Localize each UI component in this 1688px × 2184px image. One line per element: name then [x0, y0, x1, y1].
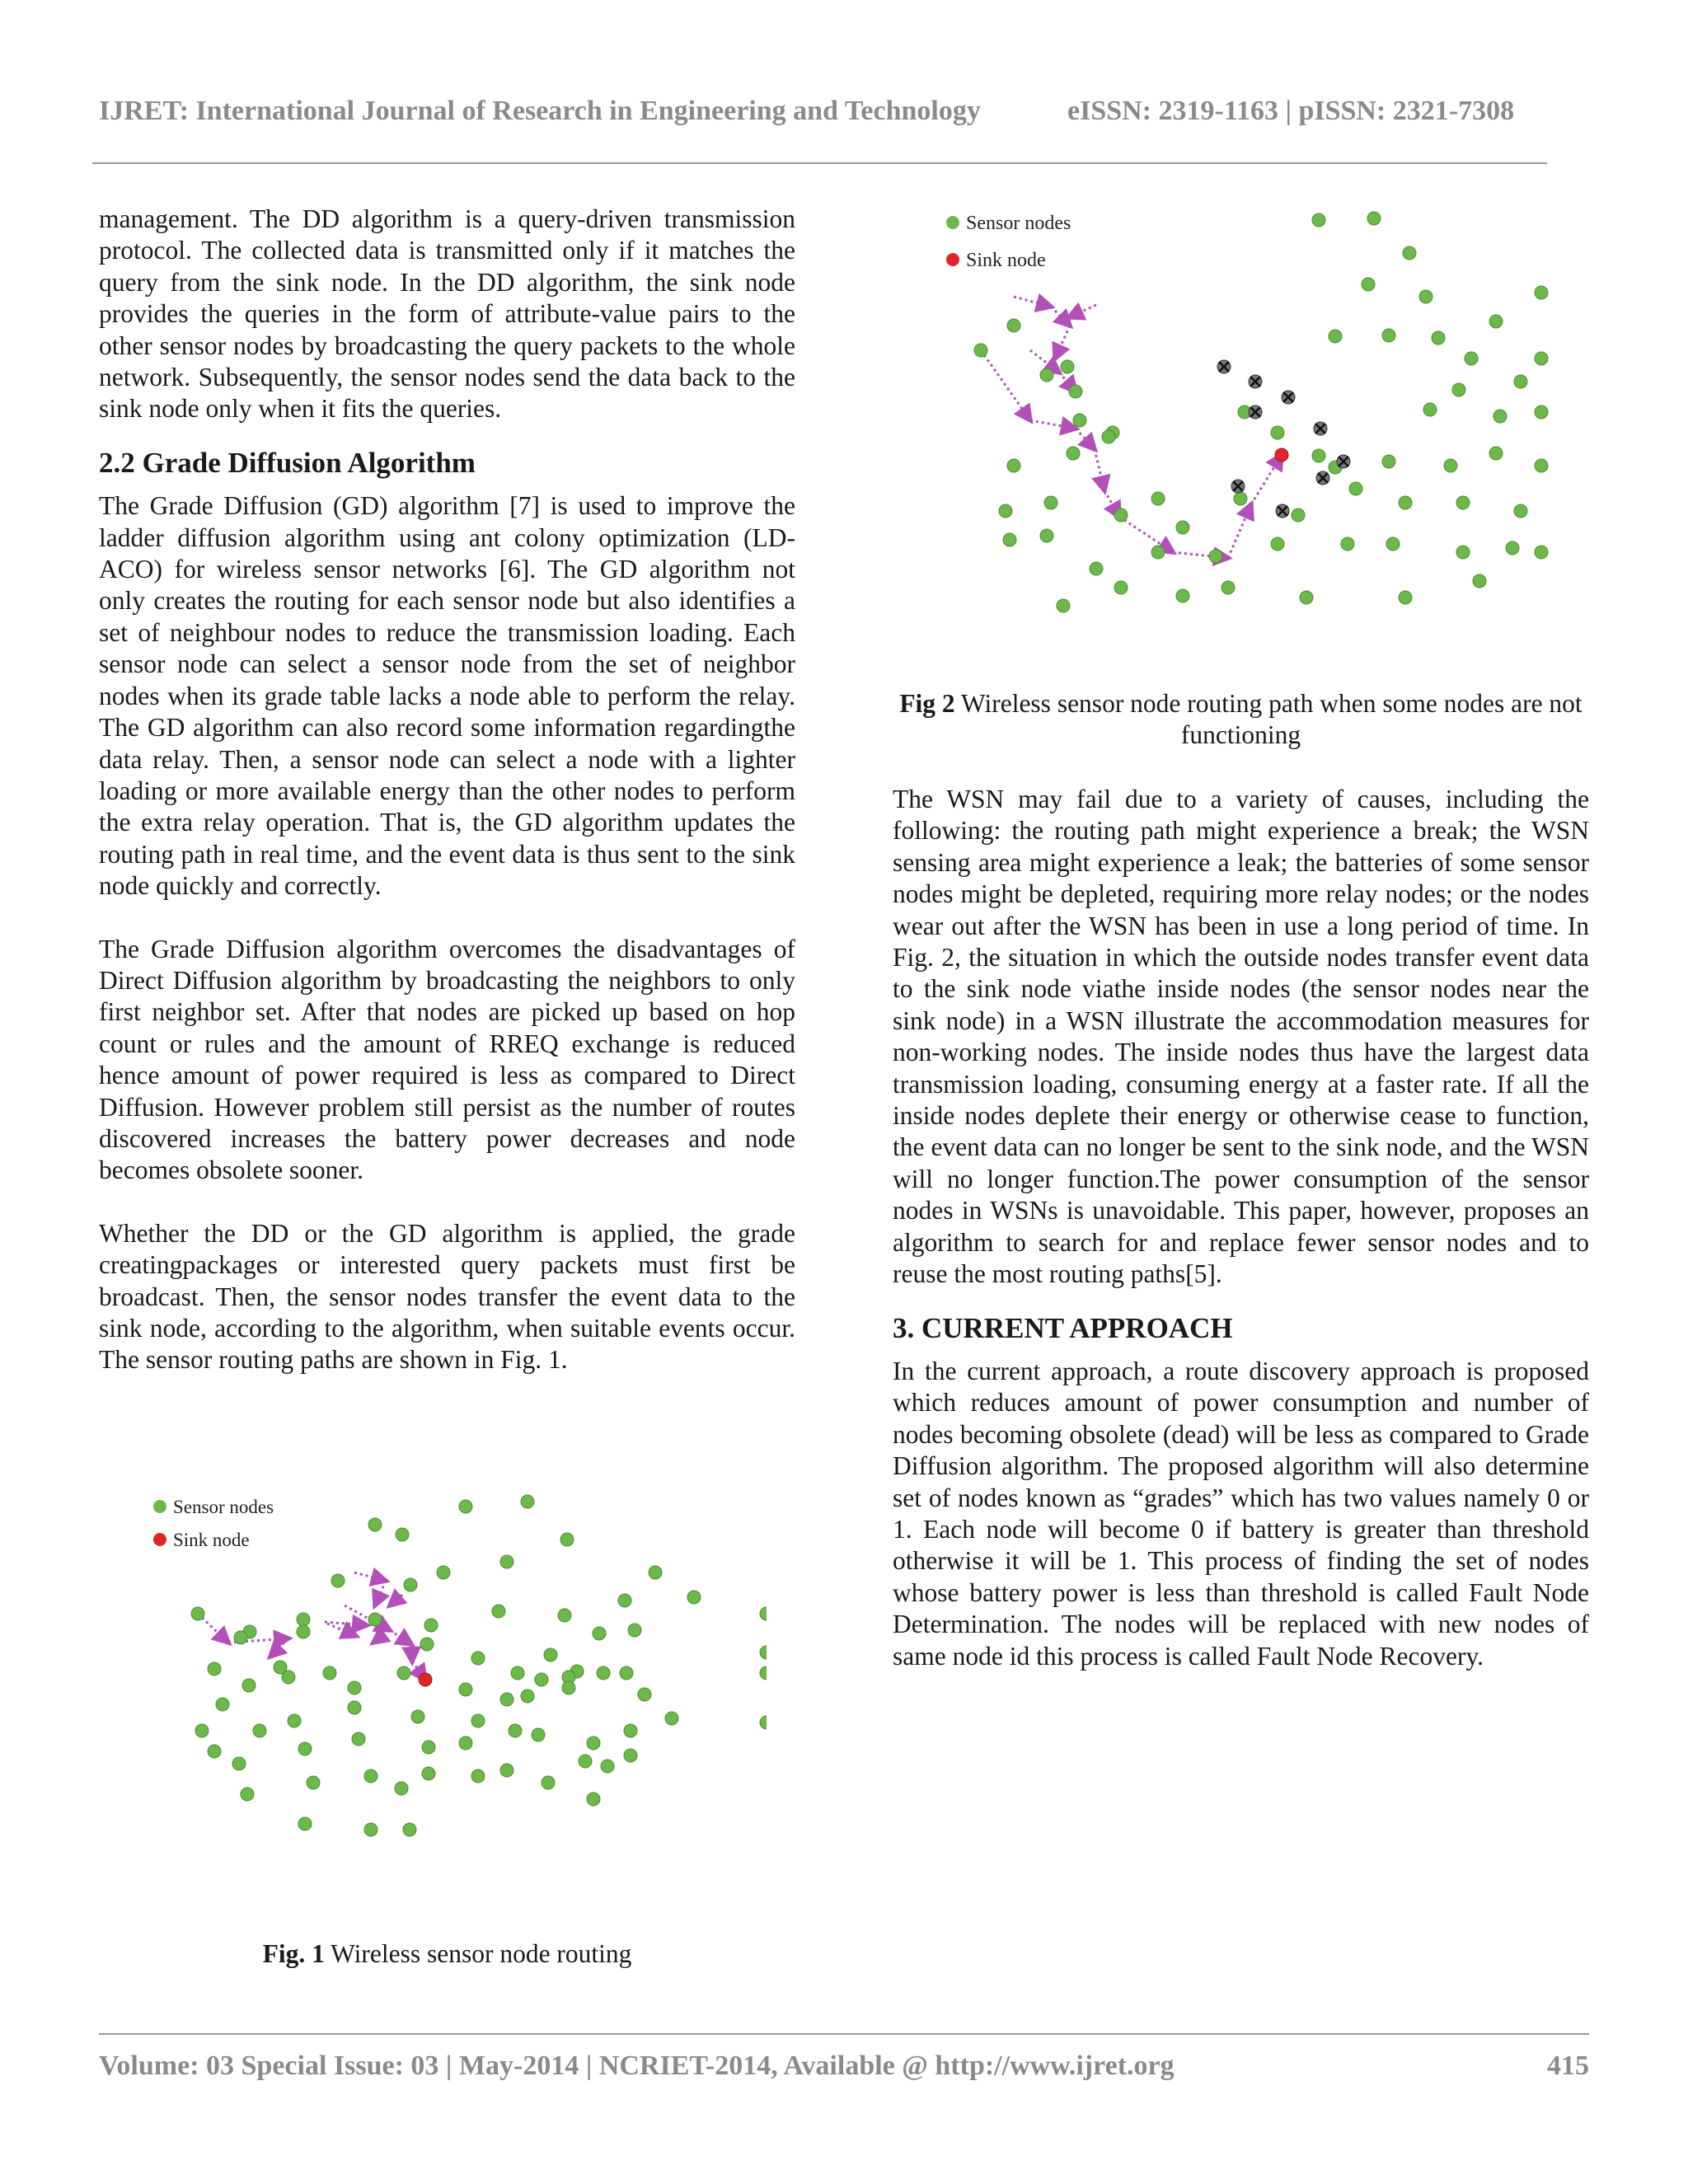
sensor-node — [618, 1594, 631, 1607]
sensor-node — [1349, 482, 1362, 495]
failed-node — [1276, 504, 1289, 518]
sensor-node — [638, 1688, 651, 1701]
routing-arrow — [1051, 307, 1070, 326]
sensor-node — [191, 1607, 204, 1620]
sensor-node — [509, 1724, 522, 1737]
sensor-node — [560, 1533, 574, 1546]
sensor-node — [234, 1631, 247, 1644]
sensor-node — [665, 1712, 678, 1725]
sensor-node — [1473, 574, 1486, 588]
sensor-node — [232, 1757, 246, 1770]
paragraph: The Grade Diffusion (GD) algorithm [7] is used to improve the ladder diffusion algorithm using ant colony optimization (LD-ACO) for wireless sensor networks [6]. The GD algorithm not only creates the routing for each sensor node but also identifies a set of neighbour nodes to reduce the transmission loading. Each sensor node can select a sensor node from the set of neighbor nodes when its grade table lacks a node able to perform the relay. The GD algorithm can also record some information regardingthe data relay. Then, a sensor node can select a node with a lighter loading or more available energy than the other nodes to perform the extra relay operation. That is, the GD algorithm updates the routing path in real time, and the event data is thus sent to the sink node quickly and correctly. — [99, 491, 795, 901]
sensor-node — [492, 1605, 505, 1618]
routing-arrow — [1095, 449, 1104, 490]
sensor-node — [242, 1679, 256, 1692]
routing-arrow — [981, 350, 1030, 420]
sensor-node — [1456, 496, 1470, 509]
sensor-node — [587, 1736, 600, 1750]
sensor-node — [1292, 509, 1305, 522]
sensor-node — [1514, 504, 1527, 518]
sensor-node — [999, 504, 1012, 518]
sensor-node — [459, 1683, 472, 1696]
sensor-node — [282, 1671, 295, 1684]
routing-arrow — [354, 1572, 386, 1581]
footer-volume: Volume: 03 Special Issue: 03 | May-2014 | NCRIET-2014, Available @ http://www.ijret.org — [99, 2050, 1175, 2081]
sensor-node — [1403, 246, 1416, 260]
sensor-node — [364, 1823, 377, 1836]
routing-arrow — [1251, 455, 1282, 504]
routing-arrow — [390, 1595, 402, 1605]
sensor-node — [1007, 459, 1020, 472]
figure-1 — [140, 1483, 767, 1933]
figure-2-caption-text: Wireless sensor node routing path when some nodes are not functioning — [961, 689, 1582, 750]
sensor-node — [1535, 405, 1548, 419]
figure-1-plot — [140, 1483, 767, 1929]
sensor-node — [500, 1764, 513, 1777]
sensor-node — [500, 1693, 513, 1706]
sensor-node — [1176, 521, 1189, 534]
sensor-nodes — [191, 1495, 767, 1836]
sensor-node — [624, 1724, 637, 1737]
routing-arrow — [270, 1638, 288, 1657]
sensor-node — [411, 1710, 424, 1723]
sensor-node — [297, 1625, 310, 1638]
legend-sensor-marker — [153, 1500, 166, 1513]
sensor-node — [1069, 385, 1082, 398]
routing-arrow — [373, 1630, 390, 1643]
routing-arrow — [345, 1605, 390, 1630]
figure-2-label: Fig 2 — [899, 689, 955, 718]
routing-arrows — [981, 297, 1282, 558]
sensor-node — [1300, 591, 1313, 604]
sensor-node — [558, 1609, 571, 1622]
sensor-node — [1489, 315, 1503, 328]
sensor-node — [307, 1776, 320, 1789]
sink-node — [419, 1673, 432, 1686]
figure-2 — [931, 202, 1558, 676]
paragraph: Whether the DD or the GD algorithm is applied, the grade creatingpackages or interested query packets must first be broadcast. Then, the sensor nodes transfer the event data to the sink node, according to the algorithm, when suitable events occur. The sensor routing paths are shown in Fig. 1. — [99, 1218, 795, 1375]
routing-arrow — [325, 1622, 367, 1625]
sensor-node — [1271, 537, 1284, 551]
sensor-node — [1151, 492, 1165, 505]
sensor-node — [422, 1767, 435, 1780]
sensor-node — [1423, 403, 1437, 416]
sensor-node — [352, 1732, 365, 1746]
sensor-node — [687, 1591, 701, 1604]
sensor-node — [395, 1782, 408, 1795]
sensor-node — [241, 1788, 254, 1801]
header-rule — [92, 162, 1547, 164]
sensor-node — [1456, 546, 1470, 559]
sensor-node — [1367, 212, 1381, 225]
section-heading: 3. CURRENT APPROACH — [893, 1311, 1233, 1344]
sensor-node — [459, 1500, 472, 1513]
paragraph: In the current approach, a route discovery approach is proposed which reduces amount of power consumption and number of nodes becoming obsolete (dead) will be less as compared to Grade Diffusion algorithm. The proposed algorithm will also determine set of nodes known as “grades” which has two values namely 0 or 1. Each node will become 0 if battery is greater than threshold otherwise it will be 1. This process of finding the set of nodes whose battery power is less than threshold is called Fault Node Determination. The nodes will be replaced with new nodes of same node id this process is called Fault Node Recovery. — [893, 1356, 1589, 1671]
sensor-node — [1399, 496, 1412, 509]
sensor-node — [624, 1749, 637, 1762]
sensor-node — [1003, 533, 1016, 546]
figure-1-caption-text: Wireless sensor node routing — [331, 1939, 632, 1968]
sensor-node — [1444, 459, 1457, 472]
sensor-node — [216, 1698, 229, 1711]
failed-node — [1249, 375, 1262, 388]
sensor-node — [364, 1769, 377, 1783]
paragraph: The WSN may fail due to a variety of causes, including the following: the routing path might experience a break; the WSN sensing area might experience a leak; the batteries of some sensor nodes might be depleted, requiring more relay nodes; or the nodes wear out after the WSN has been in use a long period of time. In Fig. 2, the situation in which the outside nodes transfer event data to the sink node viathe inside nodes (the sensor nodes near the sink node) in a WSN illustrate the accommodation measures for non-working nodes. The inside nodes thus have the largest data transmission loading, consuming energy at a faster rate. If all the inside nodes deplete their energy or otherwise cease to function, the event data can no longer be sent to the sink node, and the WSN will no longer function.The power consumption of the sensor nodes in WSNs is unavoidable. This paper, however, proposes an algorithm to search for and replace fewer sensor nodes and to reuse the most routing paths[5]. — [893, 785, 1589, 1289]
sensor-node — [1535, 546, 1548, 559]
sensor-node — [471, 1769, 485, 1783]
sensor-node — [1329, 330, 1342, 343]
sensor-node — [195, 1724, 209, 1737]
sensor-node — [1057, 599, 1070, 612]
sensor-node — [420, 1638, 434, 1651]
sensor-node — [1044, 496, 1057, 509]
sensor-node — [587, 1793, 600, 1806]
sensor-node — [562, 1681, 575, 1694]
sensor-node — [579, 1755, 592, 1768]
sensor-node — [535, 1673, 548, 1686]
page-number: 415 — [1547, 2050, 1589, 2081]
sensor-node — [601, 1760, 614, 1773]
sensor-node — [1535, 459, 1548, 472]
failed-node — [1316, 471, 1329, 485]
sensor-node — [323, 1666, 336, 1680]
sensor-node — [1362, 278, 1375, 291]
routing-arrow — [327, 1624, 356, 1636]
sensor-node — [397, 1666, 410, 1680]
section-heading: 2.2 Grade Diffusion Algorithm — [99, 446, 476, 479]
sensor-nodes — [974, 212, 1558, 612]
sensor-node — [422, 1741, 435, 1754]
sensor-node — [1493, 410, 1507, 423]
sensor-node — [1382, 455, 1395, 468]
routing-arrow — [411, 1644, 412, 1661]
sensor-node — [1535, 352, 1548, 365]
sensor-node — [1535, 286, 1548, 299]
routing-arrow — [1069, 305, 1096, 317]
failed-node — [1337, 455, 1350, 468]
sensor-node — [521, 1690, 534, 1703]
legend-sink-label: Sink node — [966, 250, 1046, 271]
sensor-node — [1399, 591, 1412, 604]
sensor-node — [511, 1666, 524, 1680]
figure-2-caption — [893, 688, 1589, 752]
failed-node — [1231, 480, 1245, 493]
legend-sensor-marker — [946, 216, 959, 229]
sensor-node — [208, 1662, 221, 1675]
sensor-node — [1114, 581, 1128, 594]
figure-2-plot — [931, 202, 1558, 672]
sensor-node — [437, 1566, 450, 1579]
sensor-node — [208, 1745, 221, 1758]
sensor-node — [1312, 213, 1325, 227]
sensor-node — [396, 1528, 409, 1541]
left-column — [99, 204, 795, 1376]
legend-sink-label: Sink node — [173, 1530, 250, 1550]
sensor-node — [368, 1613, 382, 1626]
figure-1-caption — [99, 1938, 795, 1970]
sensor-node — [1151, 546, 1165, 559]
sensor-node — [1040, 529, 1053, 542]
paragraph: The Grade Diffusion algorithm overcomes the disadvantages of Direct Diffusion algorithm by broadcasting the neighbors to only first neighbor set. After that nodes are picked up based on hop count or rules and the amount of RREQ exchange is reduced hence amount of power required is less as compared to Direct Diffusion. However problem still persist as the number of routes discovered increases the battery power decreases and node becomes obsolete sooner. — [99, 934, 795, 1185]
sensor-node — [628, 1624, 641, 1637]
sensor-node — [1419, 290, 1432, 303]
sensor-node — [424, 1619, 438, 1632]
sensor-node — [297, 1613, 310, 1626]
sensor-node — [1514, 375, 1527, 388]
sensor-node — [1090, 562, 1103, 575]
journal-title: IJRET: International Journal of Research in Engineering and Technology — [99, 96, 981, 126]
sensor-node — [760, 1646, 767, 1659]
sensor-node — [597, 1666, 610, 1680]
failed-node — [1249, 405, 1262, 419]
sensor-node — [1382, 329, 1395, 342]
sensor-node — [1209, 550, 1222, 563]
sensor-node — [500, 1555, 513, 1568]
sensor-node — [620, 1666, 633, 1680]
sensor-node — [760, 1666, 767, 1680]
sensor-node — [253, 1724, 266, 1737]
sensor-node — [1073, 414, 1086, 427]
footer-rule — [99, 2033, 1589, 2035]
sensor-node — [649, 1566, 662, 1579]
legend-sensor-label: Sensor nodes — [173, 1497, 274, 1517]
figure-1-label: Fig. 1 — [262, 1939, 325, 1968]
sensor-node — [1489, 447, 1503, 460]
failed-node — [1282, 391, 1295, 404]
routing-arrow — [1076, 429, 1095, 449]
sensor-node — [471, 1652, 485, 1665]
routing-arrow — [1014, 297, 1051, 307]
sensor-node — [521, 1495, 534, 1508]
sensor-node — [298, 1742, 312, 1755]
sensor-node — [404, 1578, 417, 1591]
sensor-node — [348, 1701, 361, 1714]
sensor-node — [1506, 541, 1519, 555]
sensor-node — [1102, 430, 1115, 443]
legend-sink-marker — [946, 253, 959, 266]
legend-sink-marker — [153, 1533, 166, 1546]
routing-arrow — [1228, 504, 1251, 558]
sensor-node — [1176, 589, 1189, 602]
issn: eISSN: 2319-1163 | pISSN: 2321-7308 — [1067, 96, 1515, 126]
routing-arrow — [1030, 420, 1076, 429]
sensor-node — [1234, 492, 1247, 505]
sensor-node — [532, 1728, 545, 1741]
sensor-node — [471, 1714, 485, 1727]
paragraph: management. The DD algorithm is a query-driven transmission protocol. The collected data is transmitted only if it matches the query from the sink node. In the DD algorithm, the sink node provides the queries in the form of attribute-value pairs to the other sensor nodes by broadcasting the query packets to the whole network. Subsequently, the sensor nodes send the data back to the sink node only when it fits the queries. — [99, 204, 795, 424]
routing-arrow — [1055, 326, 1070, 359]
sensor-node — [1221, 581, 1235, 594]
sink-node — [1275, 448, 1288, 462]
sensor-node — [593, 1627, 606, 1640]
sensor-node — [974, 344, 987, 357]
routing-arrow — [390, 1630, 411, 1644]
sensor-node — [403, 1823, 416, 1836]
sensor-node — [544, 1648, 557, 1661]
sensor-node — [1432, 331, 1445, 344]
sensor-node — [1341, 537, 1354, 551]
sensor-node — [1067, 447, 1080, 460]
sensor-node — [348, 1681, 361, 1694]
sensor-node — [1465, 352, 1478, 365]
routing-arrow — [375, 1581, 386, 1605]
sensor-node — [1007, 319, 1020, 332]
sensor-node — [1386, 537, 1400, 551]
legend-sensor-label: Sensor nodes — [966, 213, 1071, 234]
sensor-node — [1114, 509, 1128, 522]
right-column — [893, 784, 1589, 1672]
sensor-node — [368, 1518, 382, 1531]
sensor-node — [760, 1607, 767, 1620]
sensor-node — [1271, 426, 1284, 439]
sensor-node — [331, 1574, 345, 1587]
sensor-node — [1312, 449, 1325, 462]
sensor-node — [760, 1716, 767, 1729]
routing-arrow — [1119, 517, 1173, 552]
sensor-node — [1452, 383, 1465, 396]
sensor-node — [288, 1714, 301, 1727]
sensor-node — [1061, 360, 1074, 373]
routing-arrows — [198, 1572, 425, 1680]
sensor-node — [459, 1736, 472, 1750]
failed-node — [1314, 422, 1327, 435]
running-footer — [99, 2050, 1589, 2082]
sensor-node — [1040, 368, 1053, 382]
failed-node — [1217, 360, 1231, 373]
sensor-node — [542, 1776, 555, 1789]
sensor-node — [298, 1817, 312, 1830]
